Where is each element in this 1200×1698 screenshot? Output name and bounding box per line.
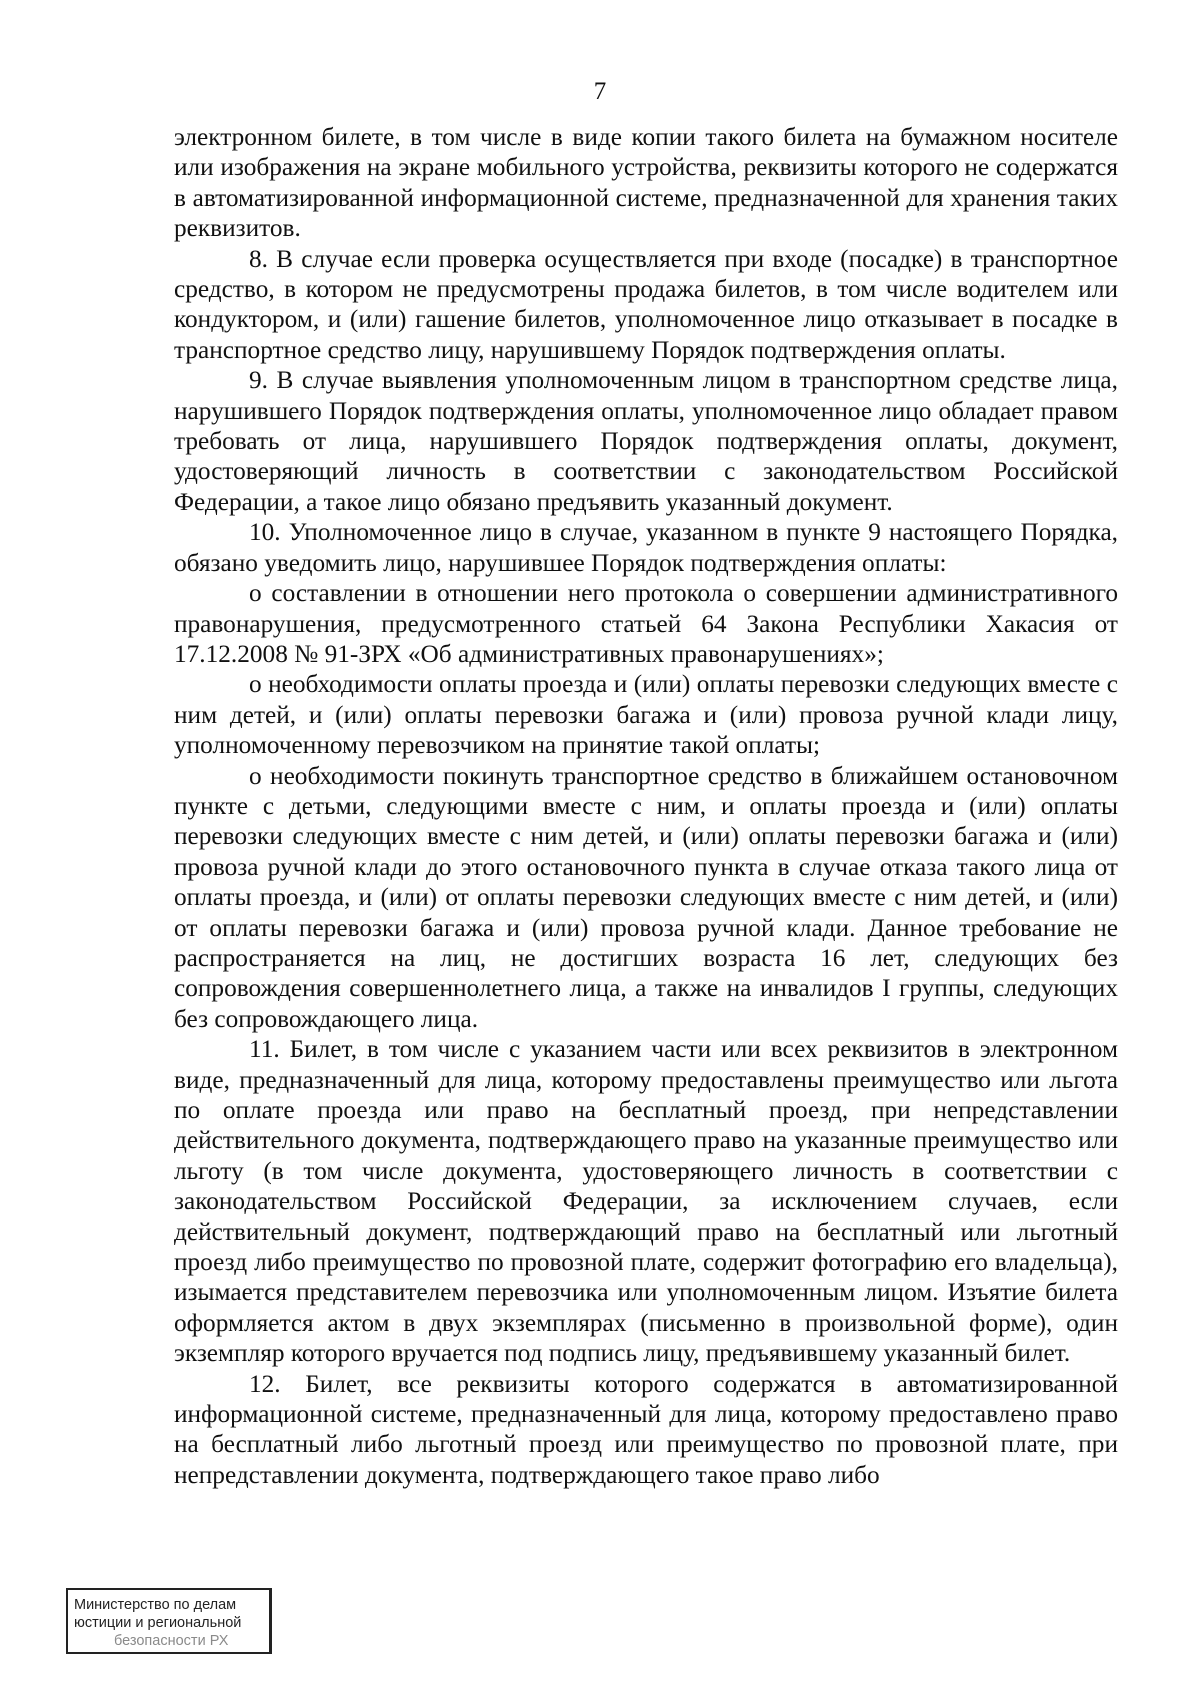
paragraph-12: 12. Билет, все реквизиты которого содержатся в автоматизированной информационной системе, предназначенный для лица, которому предоставлено право на бесплатный либо льготный проезд или преимущество по провозной плате, при непредставлении документа, подтверждающего такое право либо xyxy=(174,1369,1118,1489)
paragraph-10: 10. Уполномоченное лицо в случае, указанном в пункте 9 настоящего Порядка, обязано уведомить лицо, нарушившее Порядок подтверждения оплаты: xyxy=(174,518,1118,577)
paragraph-9: 9. В случае выявления уполномоченным лицом в транспортном средстве лица, нарушившего Порядок подтверждения оплаты, уполномоченное лицо обладает правом требовать от лица, нарушившего Порядок подтверждения оплаты, документ, удостоверяющий личность в соответствии с законодательством Российской Федерации, а такое лицо обязано предъявить указанный документ. xyxy=(174,366,1118,516)
paragraph-continuation: электронном билете, в том числе в виде копии такого билета на бумажном носителе или изображения на экране мобильного устройства, реквизиты которого не содержатся в автоматизированной информационной системе, предназначенной для хранения таких реквизитов. xyxy=(174,123,1118,243)
paragraph-11: 11. Билет, в том числе с указанием части или всех реквизитов в электронном виде, предназначенный для лица, которому предоставлены преимущество или льгота по оплате проезда или право на бесплатный проезд, при непредставлении действительного документа, подтверждающего право на указанные преимущество или льготу (в том числе документа, удостоверяющего личность в соответствии с законодательством Российской Федерации, за исключением случаев, если действительный документ, подтверждающий право на бесплатный или льготный проезд либо преимущество по провозной плате, содержит фотографию его владельца), изымается представителем перевозчика или уполномоченным лицом. Изъятие билета оформляется актом в двух экземплярах (письменно в произвольной форме), один экземпляр которого вручается под подпись лицу, предъявившему указанный билет. xyxy=(174,1035,1118,1368)
paragraph-10-item-1: о составлении в отношении него протокола о совершении административного правонарушения, предусмотренного статьей 64 Закона Республики Хакасия от 17.12.2008 № 91-ЗРХ «Об административных правонарушениях»; xyxy=(174,579,1118,668)
paragraph-10-item-2: о необходимости оплаты проезда и (или) оплаты перевозки следующих вместе с ним детей, и (или) оплаты перевозки багажа и (или) провоза ручной клади лицу, уполномоченному перевозчиком на принятие такой оплаты; xyxy=(174,670,1118,760)
document-body xyxy=(174,122,1118,1490)
page-number: 7 xyxy=(593,78,607,105)
stamp-line-1: Министерство по делам xyxy=(74,1597,237,1613)
stamp-line-2: юстиции и региональной xyxy=(74,1615,242,1631)
paragraph-8: 8. В случае если проверка осуществляется при входе (посадке) в транспортное средство, в котором не предусмотрены продажа билетов, в том числе водителем или кондуктором, и (или) гашение билетов, уполномоченное лицо отказывает в посадке в транспортное средство лицу, нарушившему Порядок подтверждения оплаты. xyxy=(174,244,1118,364)
stamp-line-3: безопасности РХ xyxy=(114,1633,229,1649)
ministry-stamp xyxy=(66,1588,272,1654)
paragraph-10-item-3: о необходимости покинуть транспортное средство в ближайшем остановочном пункте с детьми, следующими вместе с ним, и оплаты проезда и (или) оплаты перевозки следующих вместе с ним детей, и (или) оплаты перевозки багажа и (или) провоза ручной клади до этого остановочного пункта в случае отказа такого лица от оплаты проезда, и (или) от оплаты перевозки следующих вместе с ним детей, и (или) от оплаты перевозки багажа и (или) провоза ручной клади. Данное требование не распространяется на лиц, не достигших возраста 16 лет, следующих без сопровождения совершеннолетнего лица, а также на инвалидов I группы, следующих без сопровождающего лица. xyxy=(174,761,1118,1033)
